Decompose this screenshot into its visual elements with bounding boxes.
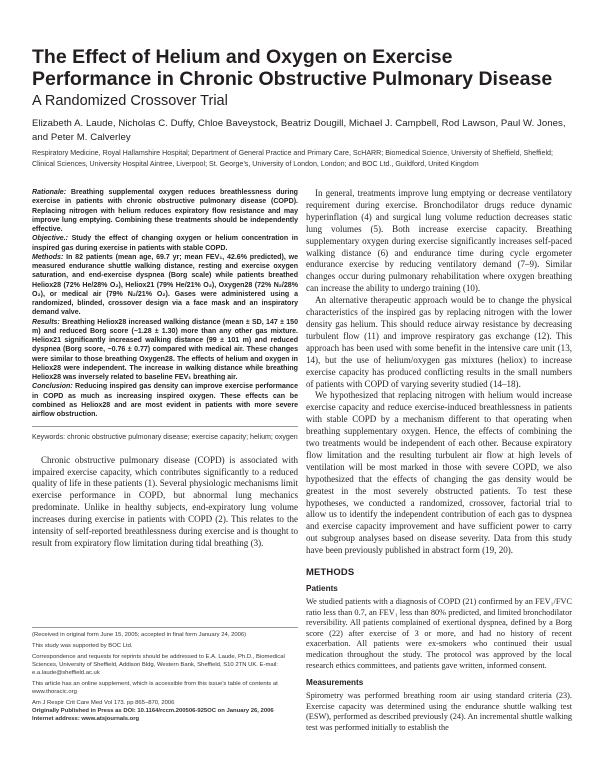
methods-heading: METHODS [306,566,355,578]
abstract-methods [32,253,298,318]
affiliations: Respiratory Medicine, Royal Hallamshire Hospital; Department of General Practice and Primary Care, ScHARR; Biomedical Science, University of Sheffield, Sheffield; Clinical Sciences, University Hospital Aintree, Liverpool; St. George’s, University of London, London; and BOC Ltd., Guildford, United Kingdom [32,149,553,168]
support-note: This study was supported by BOC Ltd. [32,643,133,649]
conclusion-text: Reducing inspired gas density can improve exercise performance in COPD as much as increasing inspired oxygen. These effects can be combined as Heliox28 and are most evident in patients with more severe airflow obstruction. [32,383,298,418]
article-title: The Effect of Helium and Oxygen on Exercise Performance in Chronic Obstructive Pulmonary Disease [32,46,553,90]
methods-label: Methods: [32,253,64,261]
journal-citation: Am J Respir Crit Care Med Vol 173. pp 865–870, 2006 [32,700,175,706]
article-footnotes [32,627,298,723]
patients-paragraph: We studied patients with a diagnosis of COPD (21) confirmed by an FEV₁/FVC ratio less than 0.7, an FEV₁ less than 80% predicted, and limited bronchodilator reversibility. All patients complained of exertional dyspnea, defined by a Borg score (22) after exercise of 3 or more, and had no history of recent exacerbation. All patients were ex-smokers who continued their usual medication throughout the study. The protocol was approved by the local research ethics committees, and patients gave written, informed consent. [306,597,572,670]
results-text: Breathing Heliox28 increased walking distance (mean ± SD, 147 ± 150 m) and reduced Borg score (−1.28 ± 1.30) more than any other gas mixture. Heliox21 significantly increased walking distance (99 ± 101 m) and reduced dyspnea (Borg score, −0.76 ± 0.77) compared with medical air. These changes were similar to those breathing Oxygen28. The effects of helium and oxygen in Heliox28 were independent. The increase in walking distance while breathing Heliox28 was inversely related to baseline FEV₁ breathing air. [32,318,298,381]
objective-label: Objective.: [32,235,69,243]
patients-heading: Patients [306,584,338,594]
internet-address: Internet address: www.atsjournals.org [32,716,140,722]
online-publication: Originally Published in Press as DOI: 10.1164/rccm.200506-925OC on January 26, 2006 [32,708,274,714]
intro-paragraph-3: An alternative therapeutic approach would be to change the physical characteristics of the inspired gas by replacing nitrogen with the lower density gas helium. This should reduce airway resistance by decreasing turbulent flow (11) and improve respiratory gas exchange (12). This approach has been used with some benefit in the intensive care unit (13, 14), but the use of helium/oxygen gas mixtures (heliox) to increase exercise capacity has produced conflicting results in the small numbers of patients with COPD of varying severity studied (14–18). [306,295,572,389]
conclusion-label: Conclusion: [32,383,73,391]
abstract-conclusion [32,382,298,419]
abstract-objective [32,234,298,253]
intro-paragraph-4: We hypothesized that replacing nitrogen with helium would increase exercise capacity and reduce exercise-induced breathlessness in patients with stable COPD by a mechanism different to that operating when breathing supplementary oxygen. Hence, the effects of combining the two treatments would be independent of each other. Because expiratory flow limitation and the resulting turbulent air flow at high levels of ventilation will be most marked in those with severe COPD, we also hypothesized that the effects of changing the gas density would be greatest in the most severely obstructed patients. To test these hypotheses, we conducted a randomized, crossover, factorial trial to allow us to identify the independent contribution of each gas to dyspnea and exercise capacity improvement and have sufficient power to carry out subgroup analyses based on disease severity. Data from this study have been previously published in abstract form (19, 20). [306,390,572,556]
abstract-rationale [32,188,298,234]
methods-text: In 82 patients (mean age, 69.7 yr; mean FEV₁, 42.6% predicted), we measured endurance shuttle walking distance, resting and exercise oxygen saturation, and end-exercise dyspnea (Borg scale) while patients breathed Heliox28 (72% He/28% O₂), Heliox21 (79% He/21% O₂), Oxygen28 (72% N₂/28% O₂), or medical air (79% N₂/21% O₂). Gases were administered using a randomized, blinded, crossover design via a face mask and an inspiratory demand valve. [32,253,298,317]
objective-text: Study the effect of changing oxygen or helium concentration in inspired gas during exercise in patients with stable COPD. [32,235,298,252]
keywords: Keywords: chronic obstructive pulmonary disease; exercise capacity; helium; oxygen [32,426,298,442]
measurements-paragraph: Spirometry was performed breathing room air using standard criteria (23). Exercise capacity was determined using the endurance shuttle walking test (ESW), performed as described previously (24). An incremental shuttle walking test was performed initially to establish the [306,691,572,733]
supplement-note: This article has an online supplement, which is accessible from this issue’s table of contents at www.thoracic.org [32,681,278,695]
abstract [32,188,298,419]
received-note: (Received in original form June 15, 2005; accepted in final form January 24, 2006) [32,632,247,638]
author-list: Elizabeth A. Laude, Nicholas C. Duffy, Chloe Baveystock, Beatriz Dougill, Michael J. Campbell, Rod Lawson, Paul W. Jones, and Peter M. Calverley [32,118,566,143]
rationale-text: Breathing supplemental oxygen reduces breathlessness during exercise in patients with chronic obstructive pulmonary disease (COPD). Replacing nitrogen with helium reduces expiratory flow resistance and may improve lung emptying. Combining these treatments should be independently effective. [32,189,298,233]
correspondence-note: Correspondence and requests for reprints should be addressed to E.A. Laude, Ph.D., Biomedical Sciences, University of Sheffield, Addison Bldg, Western Bank, Sheffield, S10 2TN UK. E-mail: e.a.laude@sheffield.ac.uk [32,654,285,676]
article-subtitle: A Randomized Crossover Trial [32,93,228,109]
abstract-results [32,318,298,383]
rationale-label: Rationale: [32,189,67,196]
results-label: Results: [32,318,60,326]
left-column [32,188,298,550]
right-column [306,188,572,734]
intro-paragraph-2: In general, treatments improve lung emptying or decrease ventilatory requirement during exercise. Bronchodilator drugs reduce dynamic hyperinflation (4) and surgical lung volume reduction decreases static lung volumes (5). Both increase exercise capacity. Breathing supplementary oxygen during exercise significantly increases self-paced walking distance (6) and endurance time during cycle ergometer endurance exercise by reducing ventilatory demand (7–9). Similar changes occur during pulmonary rehabilitation where oxygen breathing can increase the ability to undergo training (10). [306,188,572,294]
intro-paragraph: Chronic obstructive pulmonary disease (COPD) is associated with impaired exercise capacity, which contributes significantly to a reduced quality of life in these patients (1). Several physiologic mechanisms limit exercise performance in COPD, but abnormal lung mechanics predominate. Unlike in healthy subjects, end-expiratory lung volume increases during exercise in patients with COPD (2). This relates to the intensity of self-reported breathlessness during exercise and is thought to result from expiratory flow limitation during tidal breathing (3). [32,454,298,548]
measurements-heading: Measurements [306,678,364,688]
